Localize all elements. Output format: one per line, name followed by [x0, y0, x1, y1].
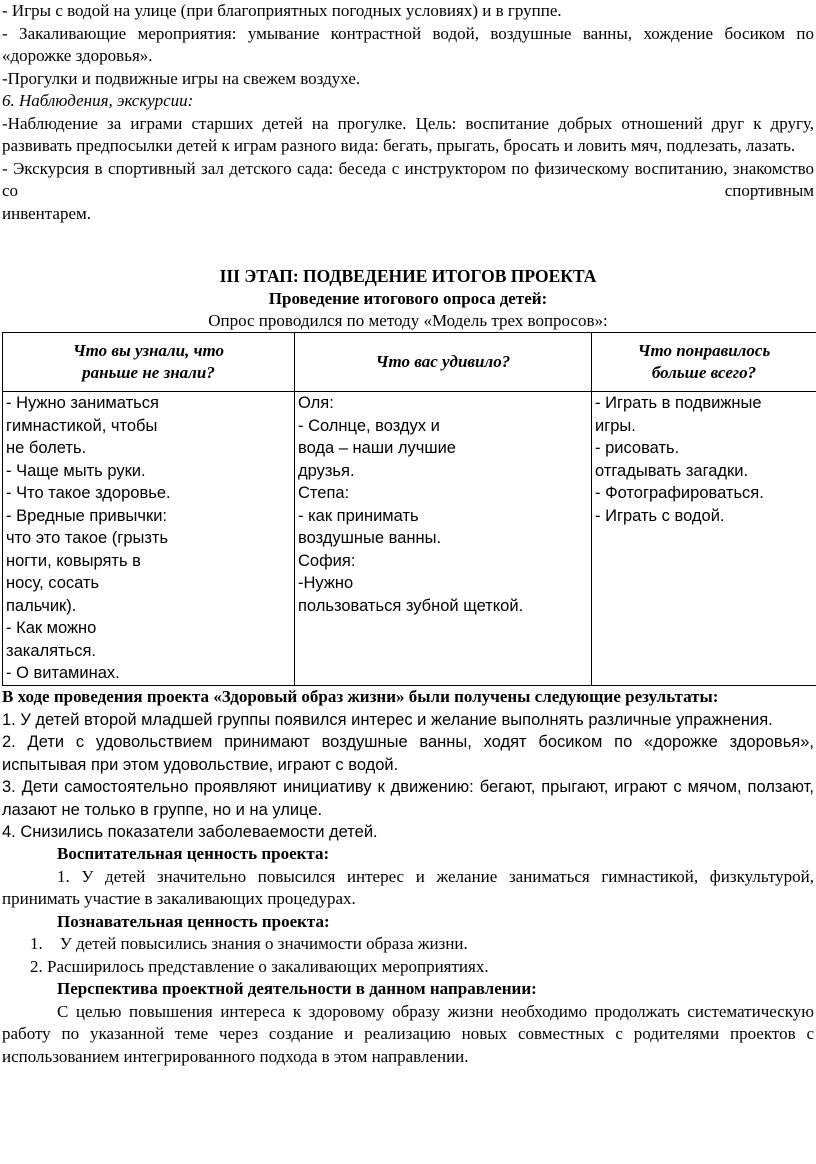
- result-1: 1. У детей второй младшей группы появился интерес и желание выполнять различные упражнения.: [2, 710, 773, 729]
- cog-value-item-2: 2. Расширилось представление о закаливающих мероприятиях.: [30, 956, 489, 976]
- perspective-heading: Перспектива проектной деятельности в данном направлении:: [57, 979, 537, 998]
- survey-table: [2, 332, 816, 686]
- edu-value-heading: Воспитательная ценность проекта:: [57, 844, 330, 863]
- cog-value-item-1: 1. У детей повысились знания о значимости образа жизни.: [30, 934, 468, 953]
- intro-excursion: - Экскурсия в спортивный зал детского сада: беседа с инструктором по физическому воспитанию, знакомство со спортивным: [2, 158, 814, 200]
- answers-surprised: Оля: - Солнце, воздух и вода – наши лучшие друзья. Степа: - как принимать воздушные ванны. София: -Нужно пользоваться зубной щеткой.: [295, 392, 592, 686]
- perspective-text: С целью повышения интереса к здоровому образу жизни необходимо продолжать систематическую работу по указанной теме через создание и реализацию новых совместных с родителями проектов с использованием интегрированного подхода в этом направлении.: [2, 1001, 814, 1066]
- answers-learned: - Нужно заниматься гимнастикой, чтобы не болеть. - Чаще мыть руки. - Что такое здоровье. - Вредные привычки: что это такое (грызть ногти, ковырять в носу, сосать пальчик). - Как можно закаляться. - О витаминах.: [3, 392, 295, 686]
- intro-excursion-end: инвентарем.: [2, 203, 92, 223]
- results-block: [0, 686, 816, 844]
- intro-observation: -Наблюдение за играми старших детей на прогулке. Цель: воспитание добрых отношений друг к другу, развивать предпосылки детей к играм разного вида: бегать, прыгать, бросать и ловить мяч, подлезать, лазать.: [2, 113, 814, 155]
- edu-value-text: 1. У детей значительно повысился интерес и желание заниматься гимнастикой, физкультурой, принимать участие в закаливающих процедурах.: [2, 866, 814, 908]
- intro-line-walks: -Прогулки и подвижные игры на свежем воздухе.: [2, 68, 361, 88]
- intro-line-hardening: - Закаливающие мероприятия: умывание контрастной водой, воздушные ванны, хождение босиком по «дорожке здоровья».: [2, 23, 814, 65]
- cog-value-heading: Познавательная ценность проекта:: [57, 911, 330, 931]
- answers-liked: - Играть в подвижные игры. - рисовать. отгадывать загадки. - Фотографироваться. - Играть с водой.: [592, 392, 816, 686]
- header-surprised: Что вас удивило?: [295, 333, 592, 392]
- survey-answers-row: [3, 392, 816, 686]
- survey-header-row: [3, 333, 816, 392]
- stage-method: Опрос проводился по методу «Модель трех вопросов»:: [208, 311, 608, 330]
- value-block: [0, 843, 816, 1068]
- stage-subtitle: Проведение итогового опроса детей:: [268, 288, 548, 308]
- header-learned: Что вы узнали, что раньше не знали?: [3, 333, 295, 392]
- intro-line-games-water: - Игры с водой на улице (при благоприятных погодных условиях) и в группе.: [2, 1, 562, 20]
- result-3: 3. Дети самостоятельно проявляют инициативу к движению: бегают, прыгают, играют с мячом, ползают, лазают не только в группе, но и на улице.: [2, 778, 814, 819]
- intro-block: [0, 0, 816, 225]
- header-liked: Что понравилось больше всего?: [592, 333, 816, 392]
- stage-heading-block: [0, 265, 816, 333]
- section-6-heading: 6. Наблюдения, экскурсии:: [2, 91, 194, 110]
- result-4: 4. Снизились показатели заболеваемости детей.: [2, 823, 378, 841]
- stage-title: III ЭТАП: ПОДВЕДЕНИЕ ИТОГОВ ПРОЕКТА: [219, 266, 597, 286]
- results-heading: В ходе проведения проекта «Здоровый образ жизни» были получены следующие результаты:: [2, 687, 719, 706]
- result-2: 2. Дети с удовольствием принимают воздушные ванны, ходят босиком по «дорожке здоровья», испытывая при этом удовольствие, играют с водой.: [2, 733, 814, 774]
